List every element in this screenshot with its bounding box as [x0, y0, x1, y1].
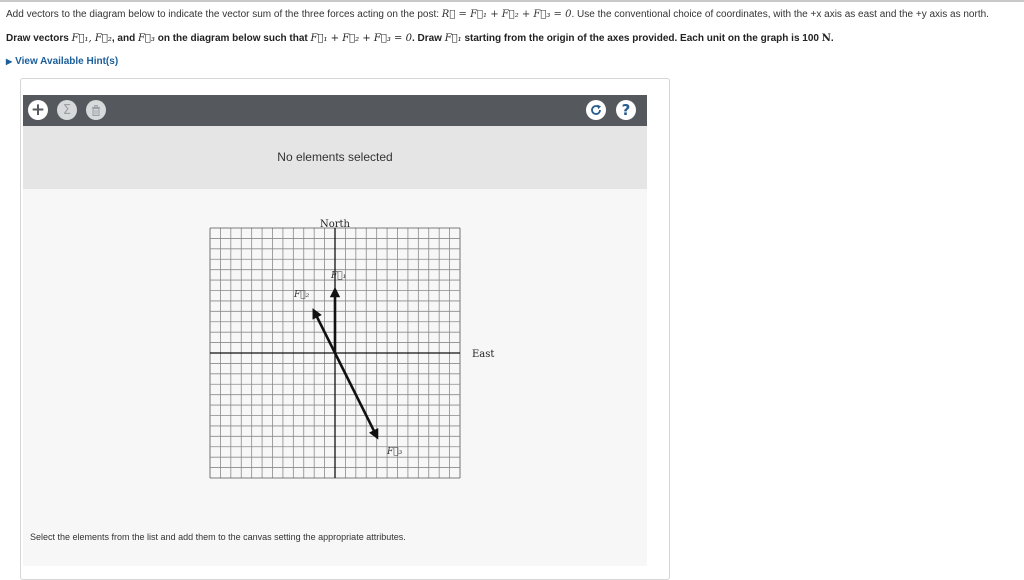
f1-label: F⃗₁: [331, 271, 347, 281]
status-text: No elements selected: [277, 150, 393, 164]
sigma-icon[interactable]: Σ: [57, 100, 77, 120]
vector-symbol-f3: F⃗₃: [137, 33, 155, 44]
question-text: Draw vectors: [6, 33, 72, 44]
vector-symbol-f1: F⃗₁: [444, 33, 462, 44]
reset-icon[interactable]: [586, 100, 606, 120]
vector-symbols: F⃗₁, F⃗₂: [71, 33, 112, 44]
question-text: . Draw: [411, 33, 445, 44]
drawing-canvas[interactable]: [23, 189, 647, 566]
triangle-right-icon: ▶: [6, 57, 13, 66]
question-text: Add vectors to the diagram below to indicate the vector sum of the three forces acting on the post:: [6, 9, 442, 20]
unit-symbol: N: [821, 33, 831, 44]
hint-link-label: View Available Hint(s): [15, 56, 119, 67]
equation: R⃗ = F⃗₁ + F⃗₂ + F⃗₃ = 0: [441, 9, 572, 20]
question-text: . Use the conventional choice of coordinates, with the +x axis as east and the +y axis as north.: [571, 9, 989, 20]
question-text: , and: [111, 33, 138, 44]
instructions-text: Select the elements from the list and add them to the canvas setting the appropriate attributes.: [30, 532, 406, 542]
selection-status-bar: [23, 126, 647, 189]
trash-icon[interactable]: [86, 100, 106, 120]
f3-label: F⃗₃: [387, 447, 403, 457]
question-text: .: [830, 33, 834, 44]
help-icon[interactable]: ?: [616, 100, 636, 120]
equation: F⃗₁ + F⃗₂ + F⃗₃ = 0: [310, 33, 412, 44]
drawing-toolbar: [23, 95, 647, 126]
east-label: East: [472, 349, 495, 360]
question-text: on the diagram below such that: [154, 33, 311, 44]
view-hints-link[interactable]: [6, 56, 118, 67]
vector-graph[interactable]: [23, 189, 647, 566]
north-label: North: [319, 219, 351, 230]
top-divider: [0, 0, 1024, 2]
question-text: starting from the origin of the axes provided. Each unit on the graph is 100: [461, 33, 822, 44]
f2-label: F⃗₂: [294, 290, 310, 300]
question-line-1: [6, 9, 989, 20]
plus-icon[interactable]: +: [28, 100, 48, 120]
question-line-2: [6, 33, 834, 44]
